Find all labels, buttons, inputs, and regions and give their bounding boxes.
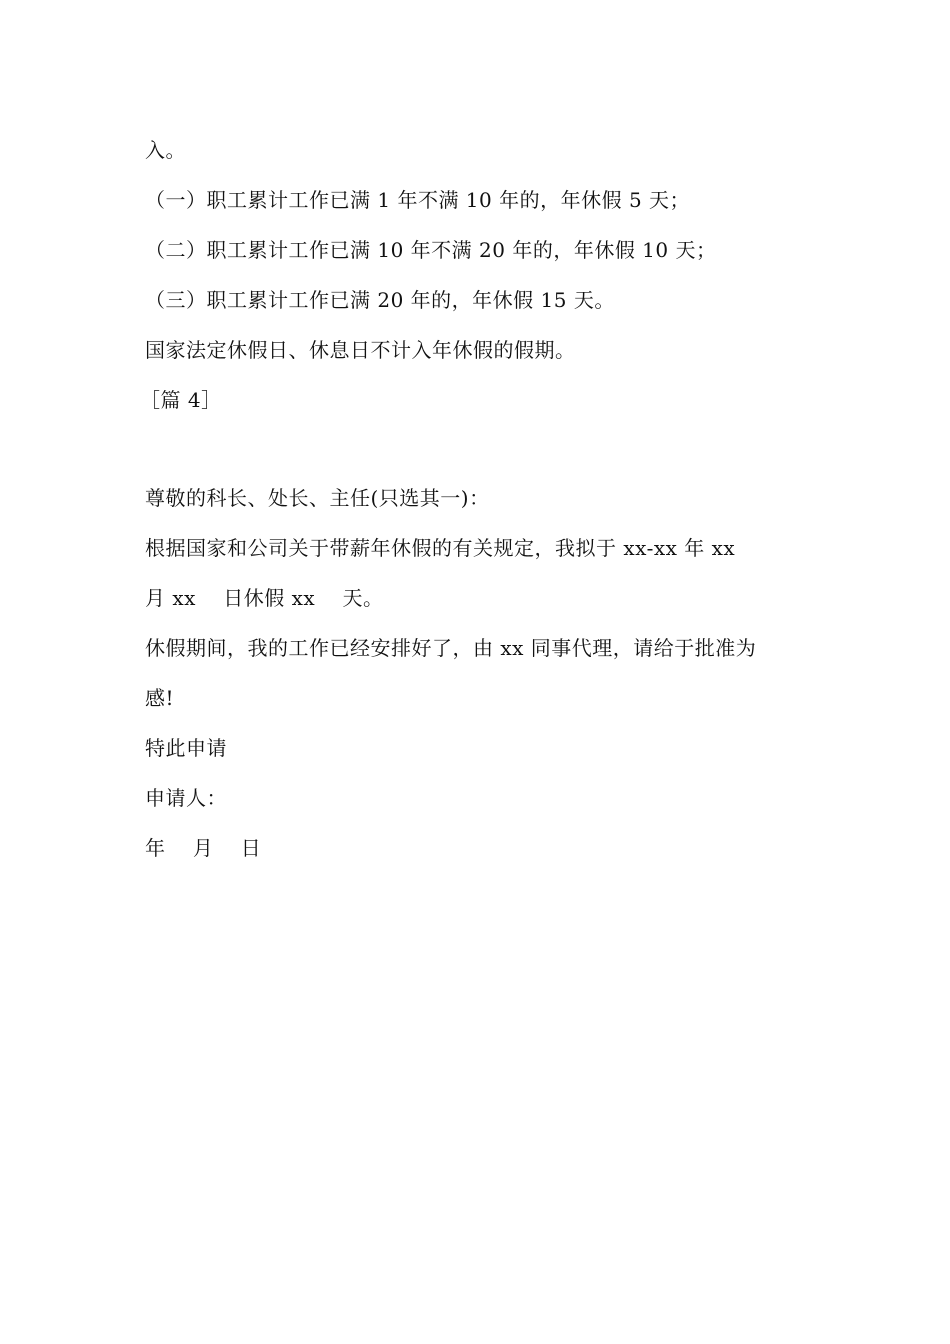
rule-item-3: （三）职工累计工作已满 20 年的，年休假 15 天。	[145, 288, 615, 312]
body-line-4: 感!	[145, 686, 175, 710]
closing-text: 特此申请	[145, 736, 227, 760]
rule-item-1: （一）职工累计工作已满 1 年不满 10 年的，年休假 5 天；	[145, 188, 691, 212]
continuation-text: 入。	[145, 138, 186, 162]
applicant-label: 申请人：	[145, 786, 227, 810]
holiday-note: 国家法定休假日、休息日不计入年休假的假期。	[145, 338, 576, 362]
section-marker: ［篇 4］	[140, 388, 222, 412]
rule-item-2: （二）职工累计工作已满 10 年不满 20 年的，年休假 10 天；	[145, 238, 717, 262]
salutation: 尊敬的科长、处长、主任(只选其一)：	[145, 486, 490, 510]
body-line-1: 根据国家和公司关于带薪年休假的有关规定，我拟于 xx-xx 年 xx	[145, 536, 736, 560]
date-line: 年 月 日	[145, 836, 262, 860]
body-line-2: 月 xx 日休假 xx 天。	[145, 586, 384, 610]
body-line-3: 休假期间，我的工作已经安排好了，由 xx 同事代理，请给于批准为	[145, 636, 757, 660]
